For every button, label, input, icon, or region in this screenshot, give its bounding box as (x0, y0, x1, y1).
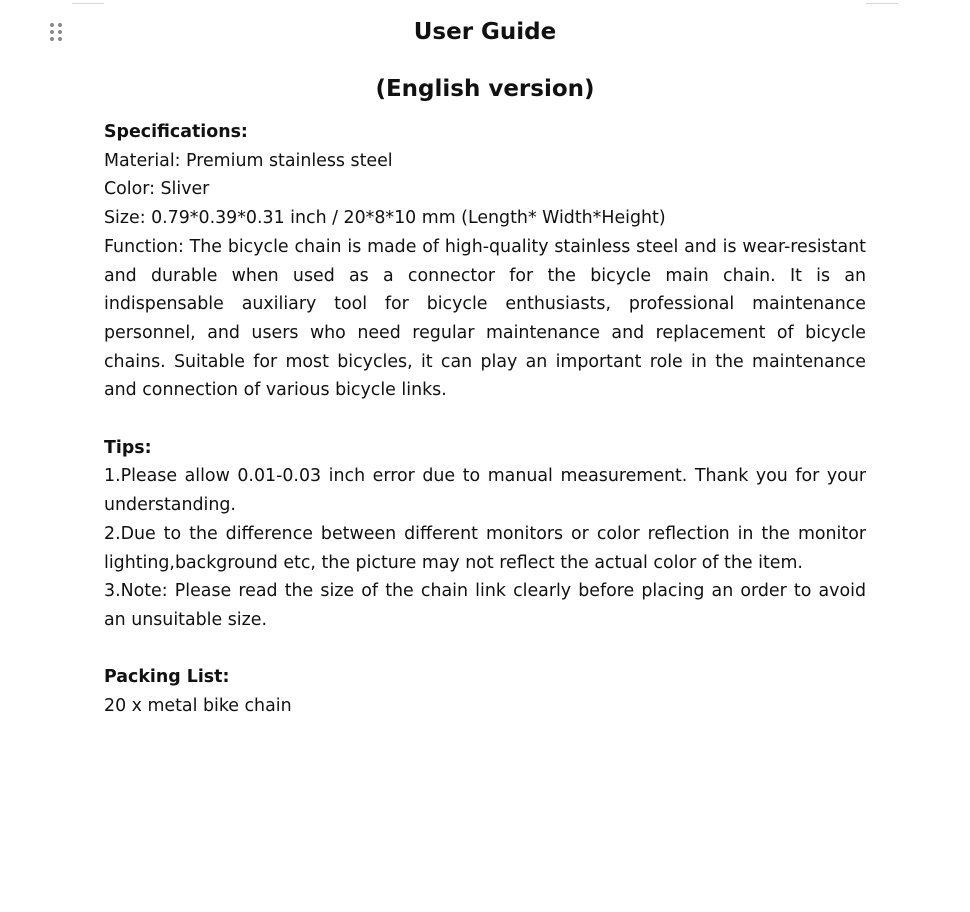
paragraph-spacer (104, 635, 866, 664)
drag-dot (58, 23, 62, 27)
page-corner-mark-left (72, 0, 104, 4)
tip-item: 3.Note: Please read the size of the chain link clearly before placing an order to avoid an unsuitable size. (104, 581, 866, 630)
tips-heading: Tips: (104, 437, 152, 458)
drag-dot (58, 37, 62, 41)
document-content (104, 118, 866, 721)
paragraph-spacer (104, 405, 866, 434)
spec-size: Size: 0.79*0.39*0.31 inch / 20*8*10 mm (Length* Width*Height) (104, 208, 666, 229)
document-subtitle: (English version) (375, 76, 595, 102)
spec-color: Color: Sliver (104, 179, 210, 200)
document-title: User Guide (413, 19, 557, 45)
tip-item: 2.Due to the difference between different monitors or color reflection in the monitor lighting,background etc, the picture may not reflect the actual color of the item. (104, 523, 866, 573)
tip-item: 1.Please allow 0.01-0.03 inch error due to manual measurement. Thank you for your understanding. (104, 466, 866, 516)
spec-material: Material: Premium stainless steel (104, 150, 393, 171)
drag-handle-icon[interactable] (50, 23, 64, 41)
page-corner-mark-right (866, 0, 898, 4)
drag-dot (50, 23, 54, 27)
packing-list-item: 20 x metal bike chain (104, 696, 292, 717)
spec-function: Function: The bicycle chain is made of high-quality stainless steel and is wear-resistant and durable when used as a connector for the bicycle main chain. It is an indispensable auxiliary tool for bicycle enthusiasts, professional maintenance personnel, and users who need regular maintenance and replacement of bicycle chains. Suitable for most bicycles, it can play an important role in the maintenance and connection of various bicycle links. (104, 236, 866, 401)
specifications-heading: Specifications: (104, 122, 248, 142)
drag-dot (50, 37, 54, 41)
packing-list-heading: Packing List: (104, 667, 230, 688)
drag-dot (50, 30, 54, 34)
drag-dot (58, 30, 62, 34)
